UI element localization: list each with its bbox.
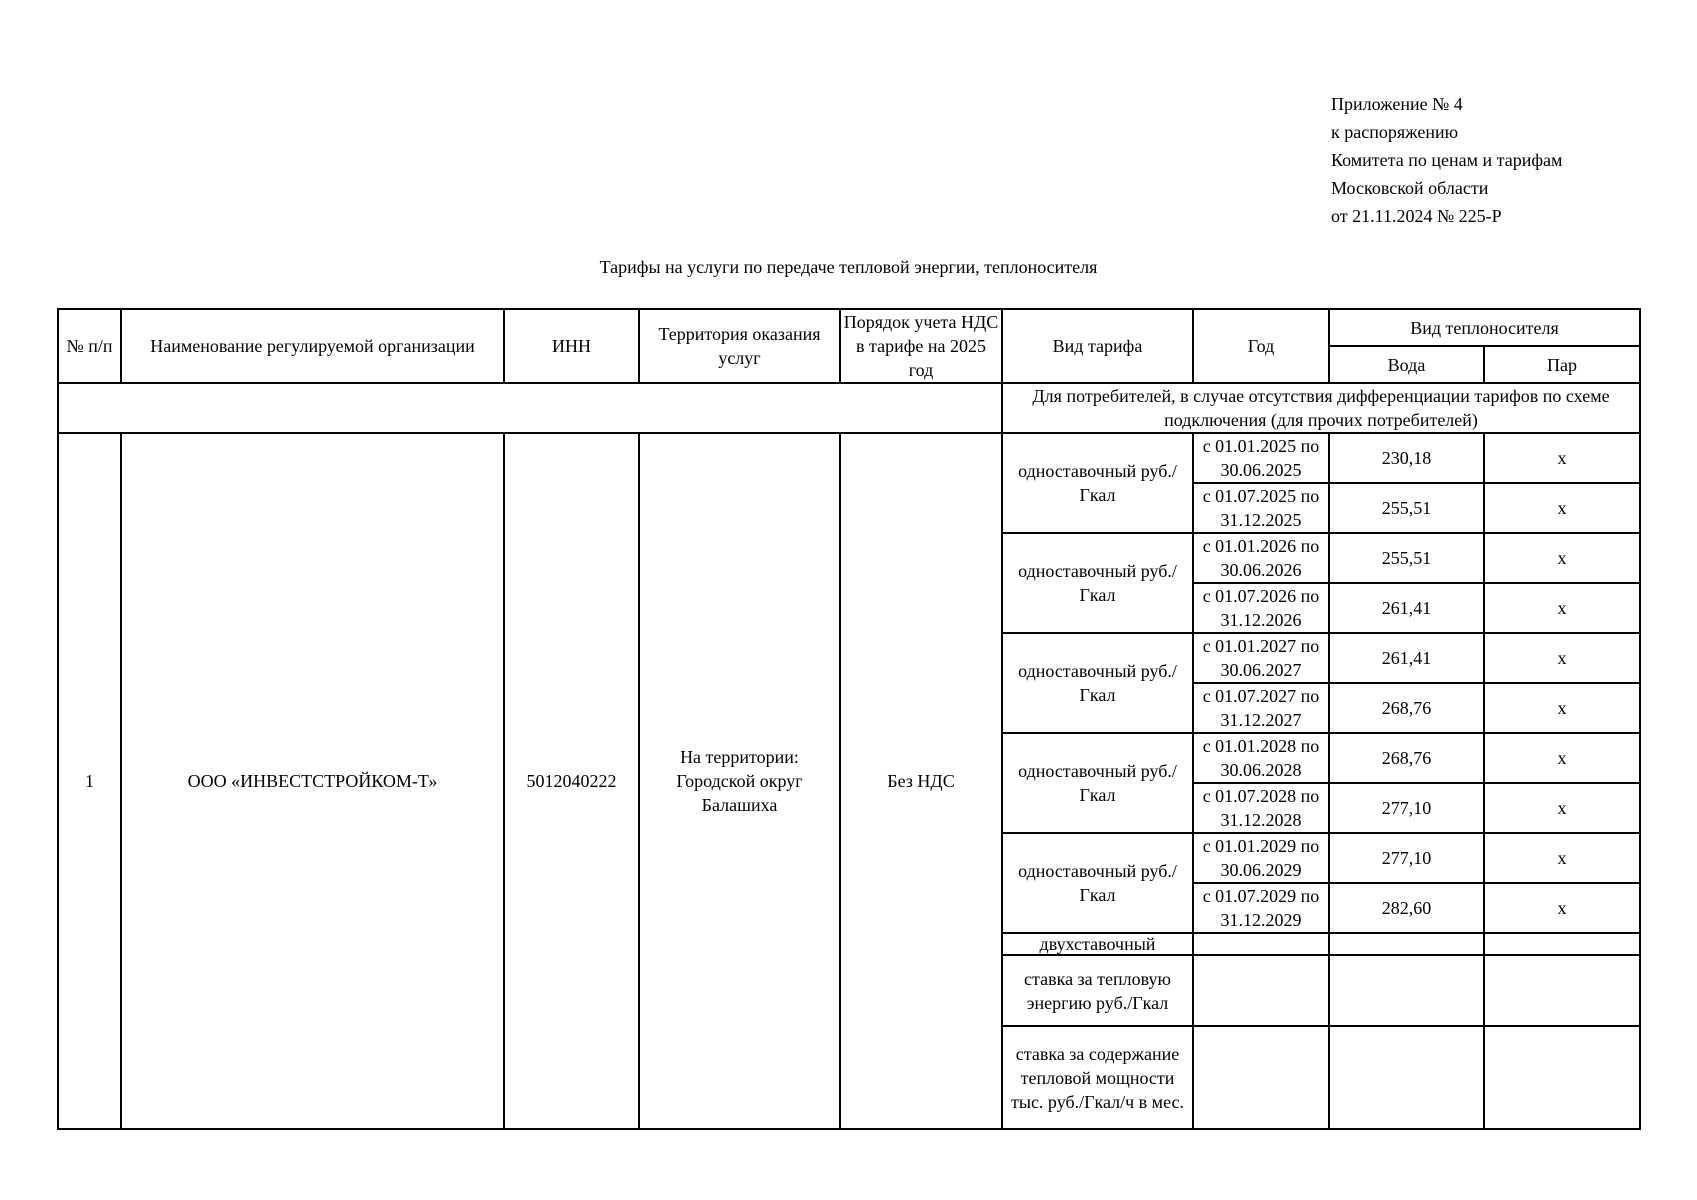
capacity-rate-water-empty bbox=[1329, 1026, 1484, 1129]
header-carrier: Вид теплоносителя bbox=[1329, 309, 1640, 346]
tariff-table bbox=[57, 308, 1641, 1130]
water-value: 282,60 bbox=[1329, 883, 1484, 933]
row-num: 1 bbox=[58, 433, 121, 1129]
header-water: Вода bbox=[1329, 346, 1484, 383]
water-value: 261,41 bbox=[1329, 633, 1484, 683]
period-cell: с 01.07.2027 по 31.12.2027 bbox=[1193, 683, 1329, 733]
capacity-rate-year-empty bbox=[1193, 1026, 1329, 1129]
header-year: Год bbox=[1193, 309, 1329, 383]
tariff-type-cell: одноставочный руб./Гкал bbox=[1002, 433, 1193, 533]
steam-value: х bbox=[1484, 533, 1640, 583]
note-empty-cell bbox=[58, 383, 1002, 433]
header-inn: ИНН bbox=[504, 309, 639, 383]
period-cell: с 01.01.2027 по 30.06.2027 bbox=[1193, 633, 1329, 683]
period-cell: с 01.01.2029 по 30.06.2029 bbox=[1193, 833, 1329, 883]
tariff-type-cell: одноставочный руб./Гкал bbox=[1002, 633, 1193, 733]
period-cell: с 01.01.2026 по 30.06.2026 bbox=[1193, 533, 1329, 583]
steam-value: х bbox=[1484, 783, 1640, 833]
steam-value: х bbox=[1484, 633, 1640, 683]
two-rate-year-empty bbox=[1193, 933, 1329, 955]
consumer-note: Для потребителей, в случае отсутствия дифференциации тарифов по схеме подключения (для прочих потребителей) bbox=[1002, 383, 1640, 433]
steam-value: х bbox=[1484, 883, 1640, 933]
two-rate-steam-empty bbox=[1484, 933, 1640, 955]
period-cell: с 01.07.2028 по 31.12.2028 bbox=[1193, 783, 1329, 833]
capacity-rate-label: ставка за содержание тепловой мощности тыс. руб./Гкал/ч в мес. bbox=[1002, 1026, 1193, 1129]
period-cell: с 01.07.2025 по 31.12.2025 bbox=[1193, 483, 1329, 533]
header-vat: Порядок учета НДС в тарифе на 2025 год bbox=[840, 309, 1002, 383]
energy-rate-year-empty bbox=[1193, 955, 1329, 1026]
energy-rate-steam-empty bbox=[1484, 955, 1640, 1026]
steam-value: х bbox=[1484, 683, 1640, 733]
appendix-line: Приложение № 4 bbox=[1331, 94, 1463, 114]
appendix-block bbox=[1331, 90, 1562, 230]
steam-value: х bbox=[1484, 733, 1640, 783]
steam-value: х bbox=[1484, 833, 1640, 883]
header-steam: Пар bbox=[1484, 346, 1640, 383]
period-cell: с 01.01.2028 по 30.06.2028 bbox=[1193, 733, 1329, 783]
period-cell: с 01.07.2029 по 31.12.2029 bbox=[1193, 883, 1329, 933]
water-value: 268,76 bbox=[1329, 733, 1484, 783]
steam-value: х bbox=[1484, 433, 1640, 483]
org-name: ООО «ИНВЕСТСТРОЙКОМ-Т» bbox=[121, 433, 504, 1129]
appendix-line: от 21.11.2024 № 225-Р bbox=[1331, 206, 1502, 226]
tariff-type-cell: одноставочный руб./Гкал bbox=[1002, 833, 1193, 933]
org-territory: На территории: Городской округ Балашиха bbox=[639, 433, 840, 1129]
water-value: 255,51 bbox=[1329, 483, 1484, 533]
steam-value: х bbox=[1484, 583, 1640, 633]
period-cell: с 01.01.2025 по 30.06.2025 bbox=[1193, 433, 1329, 483]
steam-value: х bbox=[1484, 483, 1640, 533]
appendix-line: Комитета по ценам и тарифам bbox=[1331, 150, 1563, 170]
org-vat: Без НДС bbox=[840, 433, 1002, 1129]
header-tariff-type: Вид тарифа bbox=[1002, 309, 1193, 383]
water-value: 277,10 bbox=[1329, 783, 1484, 833]
header-num: № п/п bbox=[58, 309, 121, 383]
period-cell: с 01.07.2026 по 31.12.2026 bbox=[1193, 583, 1329, 633]
two-rate-label: двухставочный bbox=[1002, 933, 1193, 955]
header-org: Наименование регулируемой организации bbox=[121, 309, 504, 383]
water-value: 268,76 bbox=[1329, 683, 1484, 733]
org-inn: 5012040222 bbox=[504, 433, 639, 1129]
water-value: 277,10 bbox=[1329, 833, 1484, 883]
tariff-type-cell: одноставочный руб./Гкал bbox=[1002, 733, 1193, 833]
appendix-line: к распоряжению bbox=[1331, 122, 1459, 142]
water-value: 255,51 bbox=[1329, 533, 1484, 583]
header-territory: Территория оказания услуг bbox=[639, 309, 840, 383]
energy-rate-water-empty bbox=[1329, 955, 1484, 1026]
water-value: 230,18 bbox=[1329, 433, 1484, 483]
tariff-type-cell: одноставочный руб./Гкал bbox=[1002, 533, 1193, 633]
water-value: 261,41 bbox=[1329, 583, 1484, 633]
appendix-line: Московской области bbox=[1331, 178, 1489, 198]
two-rate-water-empty bbox=[1329, 933, 1484, 955]
capacity-rate-steam-empty bbox=[1484, 1026, 1640, 1129]
document-title: Тарифы на услуги по передаче тепловой энергии, теплоносителя bbox=[599, 257, 1098, 277]
energy-rate-label: ставка за тепловую энергию руб./Гкал bbox=[1002, 955, 1193, 1026]
